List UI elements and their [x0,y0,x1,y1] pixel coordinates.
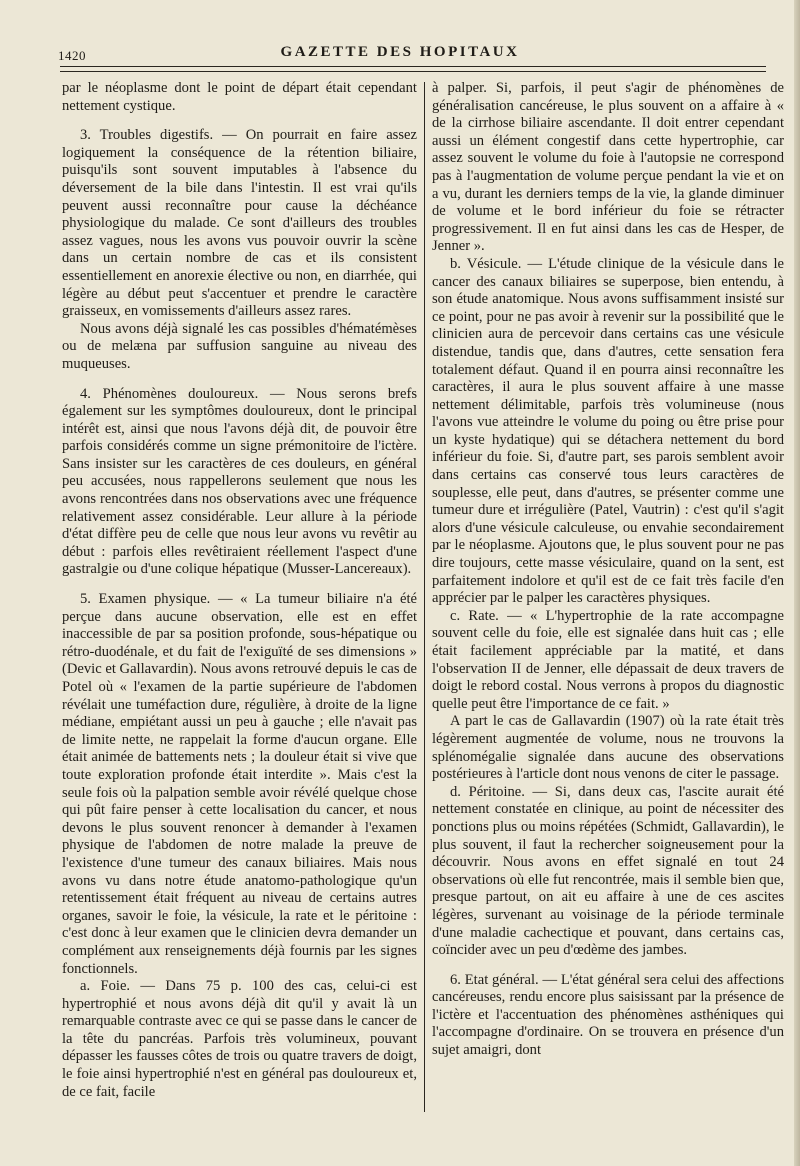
header-rule [60,66,766,67]
paragraph: d. Péritoine. — Si, dans deux cas, l'ascite aurait été nettement constatée en clinique, au point de nécessiter des ponctions plus ou moins répétées (Schmidt, Gallavardin), le plus souvent, il faut la rechercher soigneusement pour la découvrir. Nous avons en effet signalé en tout 24 observations où elle fut rencontrée, mais il semble bien que, presque partout, on ait eu affaire à une de ces ascites légères, survenant au voisinage de la période terminale d'une maladie cachectique et pouvant, dans certains cas, coïncider avec un peu d'œdème des jambes. [432,783,784,959]
paragraph: 6. Etat général. — L'état général sera celui des affections cancéreuses, rendu encore plus saisissant par la présence de l'ictère et l'accentuation des phénomènes asthéniques qui l'accompagne d'ordinaire. On se trouvera en présence d'un sujet amaigri, dont [432,971,784,1059]
left-column [62,80,417,1101]
header-rule-thin [60,71,766,72]
paragraph: A part le cas de Gallavardin (1907) où la rate était très légèrement augmentée de volume, nous ne trouvons la splénomégalie signalée dans aucune des observations postérieures à l'article dont nous venons de citer le passage. [432,713,784,783]
paragraph: Nous avons déjà signalé les cas possibles d'hématémèses ou de melæna par suffusion sanguine au niveau des muqueuses. [62,320,417,372]
paragraph: c. Rate. — « L'hypertrophie de la rate accompagne souvent celle du foie, elle est signalée dans huit cas ; elle était facilement appréciable par la matité, et dans l'observation II de Jenner, elle dépassait de deux travers de doigt le rebord costal. Nous verrons à propos du diagnostic quelle peut être l'importance de ce fait. » [432,607,784,712]
paragraph: 3. Troubles digestifs. — On pourrait en faire assez logiquement la conséquence de la rétention biliaire, puisqu'ils sont souvent imputables à l'absence du déversement de la bile dans l'intestin. Il est vrai qu'ils peuvent aussi reconnaître pour cause la déchéance physiologique du malade. Ce sont d'ailleurs des troubles assez vagues, nous les avons vus pouvoir ouvrir la scène dans un certain nombre de cas et ils consistent essentiellement en anorexie élective ou non, en diarrhée, qui légère au début peut s'accentuer et prendre le caractère graisseux, en vomissements d'ailleurs assez rares. [62,127,417,320]
paragraph: a. Foie. — Dans 75 p. 100 des cas, celui-ci est hypertrophié et nous avons déjà dit qu'il y avait là un remarquable contraste avec ce qui se passe dans le cancer de la tête du pancréas. Parfois très volumineux, pouvant dépasser les fausses côtes de trois ou quatre travers de doigt, le foie ainsi hypertrophié n'est en général pas douloureux et, de ce fait, facile [62,978,417,1100]
paragraph: b. Vésicule. — L'étude clinique de la vésicule dans le cancer des canaux biliaires se superpose, bien entendu, à son étude anatomique. Nous avons suffisamment insisté sur ce point, pour ne pas avoir à revenir sur la possibilité que le clinicien aura de percevoir dans certains cas une vésicule distendue, tandis que, dans d'autres, cette sensation fera totalement défaut. Quand il en pourra ainsi reconnaître les caractères, il aura le plus souvent affaire à une masse nettement délimitable, parfois très volumineuse (nous l'avons vue atteindre le volume du poing ou être prise pour un kyste hydatique) qui se détachera nettement du bord inférieur du foie. Si, d'autre part, ses parois semblent avoir dans certains cas conservé tous leurs caractères de souplesse, elle peut, dans d'autres, se présenter comme une tumeur dure et irrégulière (Patel, Vautrin) : c'est qu'il s'agit alors d'une vésicule calculeuse, ou envahie secondairement par le néoplasme. Ajoutons que, le plus souvent pour ne pas dire toujours, cette masse vésiculaire, quand on la sent, est parfaitement indolore et qu'il est de ce fait très facile d'en apprécier par le palper les caractères physiques. [432,255,784,607]
page-number: 1420 [58,48,86,63]
running-title: GAZETTE DES HOPITAUX [280,44,520,60]
column-divider [424,82,425,1112]
page-edge [794,0,800,1166]
paragraph: 5. Examen physique. — « La tumeur biliaire n'a été perçue dans aucune observation, elle est en effet inaccessible de par sa position profonde, sous-hépatique ou rétro-duodénale, et du fait de l'exiguïté de ses dimensions » (Devic et Gallavardin). Nous avons retrouvé depuis le cas de Potel où « l'examen de la partie supérieure de l'abdomen révélait une tuméfaction dure, régulière, à droite de la ligne médiane, empiétant aussi un peu à gauche ; elle n'avait pas de limite nette, ne rappelait la forme d'aucun organe. Elle était animée de battements nets ; la douleur était si vive que toute exploration profonde était interdite ». Mais c'est la seule fois où la palpation semble avoir révélé quelque chose qui pût faire penser à cette localisation du cancer, et nous devons le plus souvent renoncer à demander à l'examen physique de l'abdomen de notre malade la preuve de l'existence d'une tumeur des canaux biliaires. Mais nous avons vu dans notre étude anatomo-pathologique qu'un retentissement était fréquent au niveau de certains autres organes, savoir le foie, la vésicule, la rate et le péritoine : c'est donc à leur examen que le clinicien devra demander un complément aux renseignements déjà fournis par les signes fonctionnels. [62,591,417,977]
paragraph: à palper. Si, parfois, il peut s'agir de phénomènes de généralisation cancéreuse, le plus souvent on a affaire à « de la cirrhose biliaire ascendante. Il doit entrer cependant aussi un élément congestif dans cette hypertrophie, car assez souvent le volume du foie à l'autopsie ne correspond pas à l'augmentation de volume perçue pendant la vie et on a vu, durant les derniers temps de la vie, la glande diminuer de volume et le bord inférieur du foie se rétracter progressivement. Il en fut ainsi dans les cas de Hesper, de Jenner ». [432,80,784,255]
paragraph: 4. Phénomènes douloureux. — Nous serons brefs également sur les symptômes douloureux, dont le principal intérêt est, ainsi que nous l'avons déjà dit, de pouvoir être parfois considérés comme un signe prémonitoire de l'ictère. Sans insister sur les caractères de ces douleurs, en général peu accusées, nous rappellerons seulement que nous les avons rencontrées dans nos observations avec une fréquence relativement assez considérable. Leur allure à la période d'état diffère peu de celle que nous leur avons vu revêtir au début : parfois elles revêtiraient réellement l'aspect d'une gastralgie ou d'une colique hépatique (Musser-Lancereaux). [62,385,417,578]
right-column [432,80,784,1060]
paragraph: par le néoplasme dont le point de départ était cependant nettement cystique. [62,80,417,114]
